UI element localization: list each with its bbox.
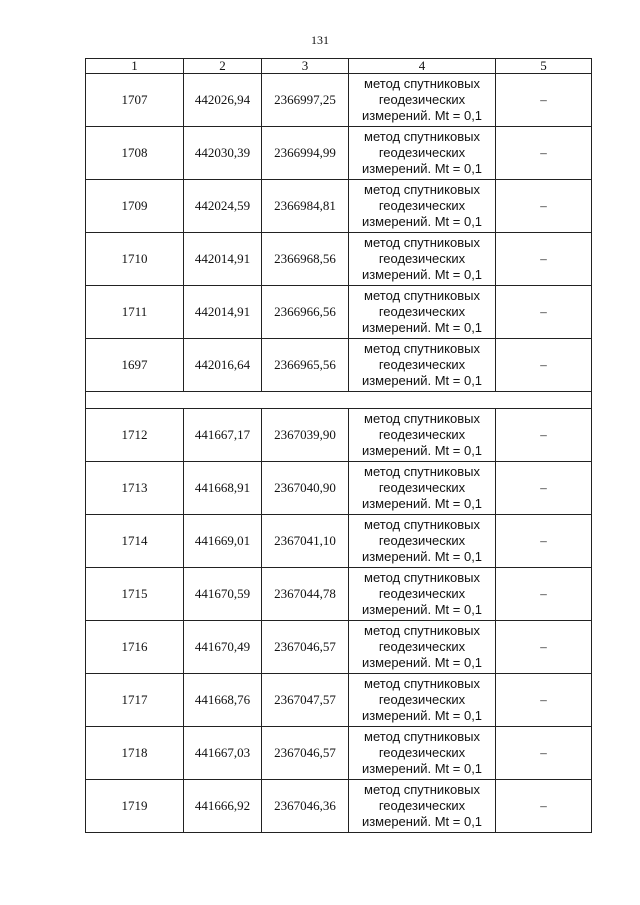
method-line: метод спутниковых [364, 464, 480, 479]
table-row [86, 180, 592, 233]
method-cell [349, 286, 496, 339]
note-dash-cell: – [496, 621, 592, 674]
method-line: измерений. Mt = 0,1 [361, 161, 483, 176]
method-cell [349, 339, 496, 392]
group-separator-cell [86, 392, 592, 409]
page-number: 131 [311, 33, 329, 47]
x-coordinate-cell: 441670,59 [184, 568, 262, 621]
point-number-cell: 1716 [86, 621, 184, 674]
header-col-2: 2 [184, 59, 262, 74]
y-coordinate-cell: 2366994,99 [262, 127, 349, 180]
method-line: геодезических [378, 357, 466, 372]
method-line: метод спутниковых [364, 782, 480, 797]
coordinates-table [85, 58, 592, 833]
point-number-cell: 1708 [86, 127, 184, 180]
y-coordinate-cell: 2367046,57 [262, 621, 349, 674]
note-dash-cell: – [496, 127, 592, 180]
x-coordinate-cell: 441670,49 [184, 621, 262, 674]
x-coordinate-cell: 441669,01 [184, 515, 262, 568]
method-line: метод спутниковых [364, 570, 480, 585]
method-line: геодезических [378, 639, 466, 654]
note-dash-cell: – [496, 74, 592, 127]
method-cell [349, 621, 496, 674]
method-line: геодезических [378, 480, 466, 495]
table-row [86, 286, 592, 339]
method-line: геодезических [378, 145, 466, 160]
x-coordinate-cell: 441668,91 [184, 462, 262, 515]
table-header-row [86, 59, 592, 74]
point-number-cell: 1712 [86, 409, 184, 462]
header-col-1: 1 [86, 59, 184, 74]
method-line: геодезических [378, 92, 466, 107]
method-line: измерений. Mt = 0,1 [361, 267, 483, 282]
y-coordinate-cell: 2366965,56 [262, 339, 349, 392]
method-line: измерений. Mt = 0,1 [361, 549, 483, 564]
method-line: геодезических [378, 304, 466, 319]
table-row [86, 515, 592, 568]
method-line: метод спутниковых [364, 623, 480, 638]
note-dash-cell: – [496, 780, 592, 833]
y-coordinate-cell: 2366984,81 [262, 180, 349, 233]
note-dash-cell: – [496, 233, 592, 286]
note-dash-cell: – [496, 409, 592, 462]
method-line: метод спутниковых [364, 729, 480, 744]
point-number-cell: 1707 [86, 74, 184, 127]
method-line: измерений. Mt = 0,1 [361, 320, 483, 335]
header-col-5: 5 [496, 59, 592, 74]
note-dash-cell: – [496, 727, 592, 780]
method-line: измерений. Mt = 0,1 [361, 814, 483, 829]
method-cell [349, 515, 496, 568]
y-coordinate-cell: 2367047,57 [262, 674, 349, 727]
y-coordinate-cell: 2366997,25 [262, 74, 349, 127]
table-row [86, 727, 592, 780]
y-coordinate-cell: 2367039,90 [262, 409, 349, 462]
x-coordinate-cell: 441668,76 [184, 674, 262, 727]
header-col-4: 4 [349, 59, 496, 74]
method-line: метод спутниковых [364, 676, 480, 691]
table-row [86, 621, 592, 674]
table-body [86, 59, 592, 833]
x-coordinate-cell: 442014,91 [184, 233, 262, 286]
method-line: геодезических [378, 533, 466, 548]
table-row [86, 339, 592, 392]
method-cell [349, 462, 496, 515]
method-cell [349, 727, 496, 780]
method-line: геодезических [378, 198, 466, 213]
method-line: метод спутниковых [364, 517, 480, 532]
note-dash-cell: – [496, 674, 592, 727]
point-number-cell: 1711 [86, 286, 184, 339]
point-number-cell: 1710 [86, 233, 184, 286]
method-line: метод спутниковых [364, 129, 480, 144]
method-line: геодезических [378, 692, 466, 707]
point-number-cell: 1713 [86, 462, 184, 515]
point-number-cell: 1697 [86, 339, 184, 392]
method-line: метод спутниковых [364, 235, 480, 250]
table-row [86, 127, 592, 180]
method-line: измерений. Mt = 0,1 [361, 761, 483, 776]
note-dash-cell: – [496, 515, 592, 568]
table-row [86, 674, 592, 727]
point-number-cell: 1717 [86, 674, 184, 727]
method-line: измерений. Mt = 0,1 [361, 708, 483, 723]
header-col-3: 3 [262, 59, 349, 74]
table-row [86, 409, 592, 462]
method-line: измерений. Mt = 0,1 [361, 108, 483, 123]
x-coordinate-cell: 441666,92 [184, 780, 262, 833]
x-coordinate-cell: 442014,91 [184, 286, 262, 339]
method-cell [349, 74, 496, 127]
note-dash-cell: – [496, 339, 592, 392]
method-line: геодезических [378, 745, 466, 760]
method-cell [349, 180, 496, 233]
y-coordinate-cell: 2366966,56 [262, 286, 349, 339]
method-line: метод спутниковых [364, 411, 480, 426]
method-cell [349, 409, 496, 462]
method-line: измерений. Mt = 0,1 [361, 496, 483, 511]
method-line: метод спутниковых [364, 288, 480, 303]
point-number-cell: 1718 [86, 727, 184, 780]
method-cell [349, 568, 496, 621]
method-cell [349, 674, 496, 727]
table-row [86, 568, 592, 621]
method-line: геодезических [378, 798, 466, 813]
method-line: измерений. Mt = 0,1 [361, 373, 483, 388]
method-cell [349, 127, 496, 180]
x-coordinate-cell: 442030,39 [184, 127, 262, 180]
y-coordinate-cell: 2367041,10 [262, 515, 349, 568]
group-separator-row [86, 392, 592, 409]
table-row [86, 462, 592, 515]
point-number-cell: 1714 [86, 515, 184, 568]
note-dash-cell: – [496, 568, 592, 621]
y-coordinate-cell: 2367040,90 [262, 462, 349, 515]
table-row [86, 74, 592, 127]
note-dash-cell: – [496, 462, 592, 515]
x-coordinate-cell: 442016,64 [184, 339, 262, 392]
y-coordinate-cell: 2367046,36 [262, 780, 349, 833]
y-coordinate-cell: 2366968,56 [262, 233, 349, 286]
y-coordinate-cell: 2367046,57 [262, 727, 349, 780]
note-dash-cell: – [496, 180, 592, 233]
method-line: измерений. Mt = 0,1 [361, 602, 483, 617]
method-line: геодезических [378, 427, 466, 442]
table-row [86, 233, 592, 286]
x-coordinate-cell: 441667,03 [184, 727, 262, 780]
note-dash-cell: – [496, 286, 592, 339]
method-line: измерений. Mt = 0,1 [361, 655, 483, 670]
method-line: измерений. Mt = 0,1 [361, 214, 483, 229]
method-line: геодезических [378, 251, 466, 266]
point-number-cell: 1709 [86, 180, 184, 233]
method-line: измерений. Mt = 0,1 [361, 443, 483, 458]
method-cell [349, 780, 496, 833]
y-coordinate-cell: 2367044,78 [262, 568, 349, 621]
point-number-cell: 1719 [86, 780, 184, 833]
table-row [86, 780, 592, 833]
method-line: метод спутниковых [364, 182, 480, 197]
method-line: метод спутниковых [364, 76, 480, 91]
x-coordinate-cell: 442026,94 [184, 74, 262, 127]
method-line: метод спутниковых [364, 341, 480, 356]
x-coordinate-cell: 442024,59 [184, 180, 262, 233]
method-line: геодезических [378, 586, 466, 601]
method-cell [349, 233, 496, 286]
x-coordinate-cell: 441667,17 [184, 409, 262, 462]
point-number-cell: 1715 [86, 568, 184, 621]
